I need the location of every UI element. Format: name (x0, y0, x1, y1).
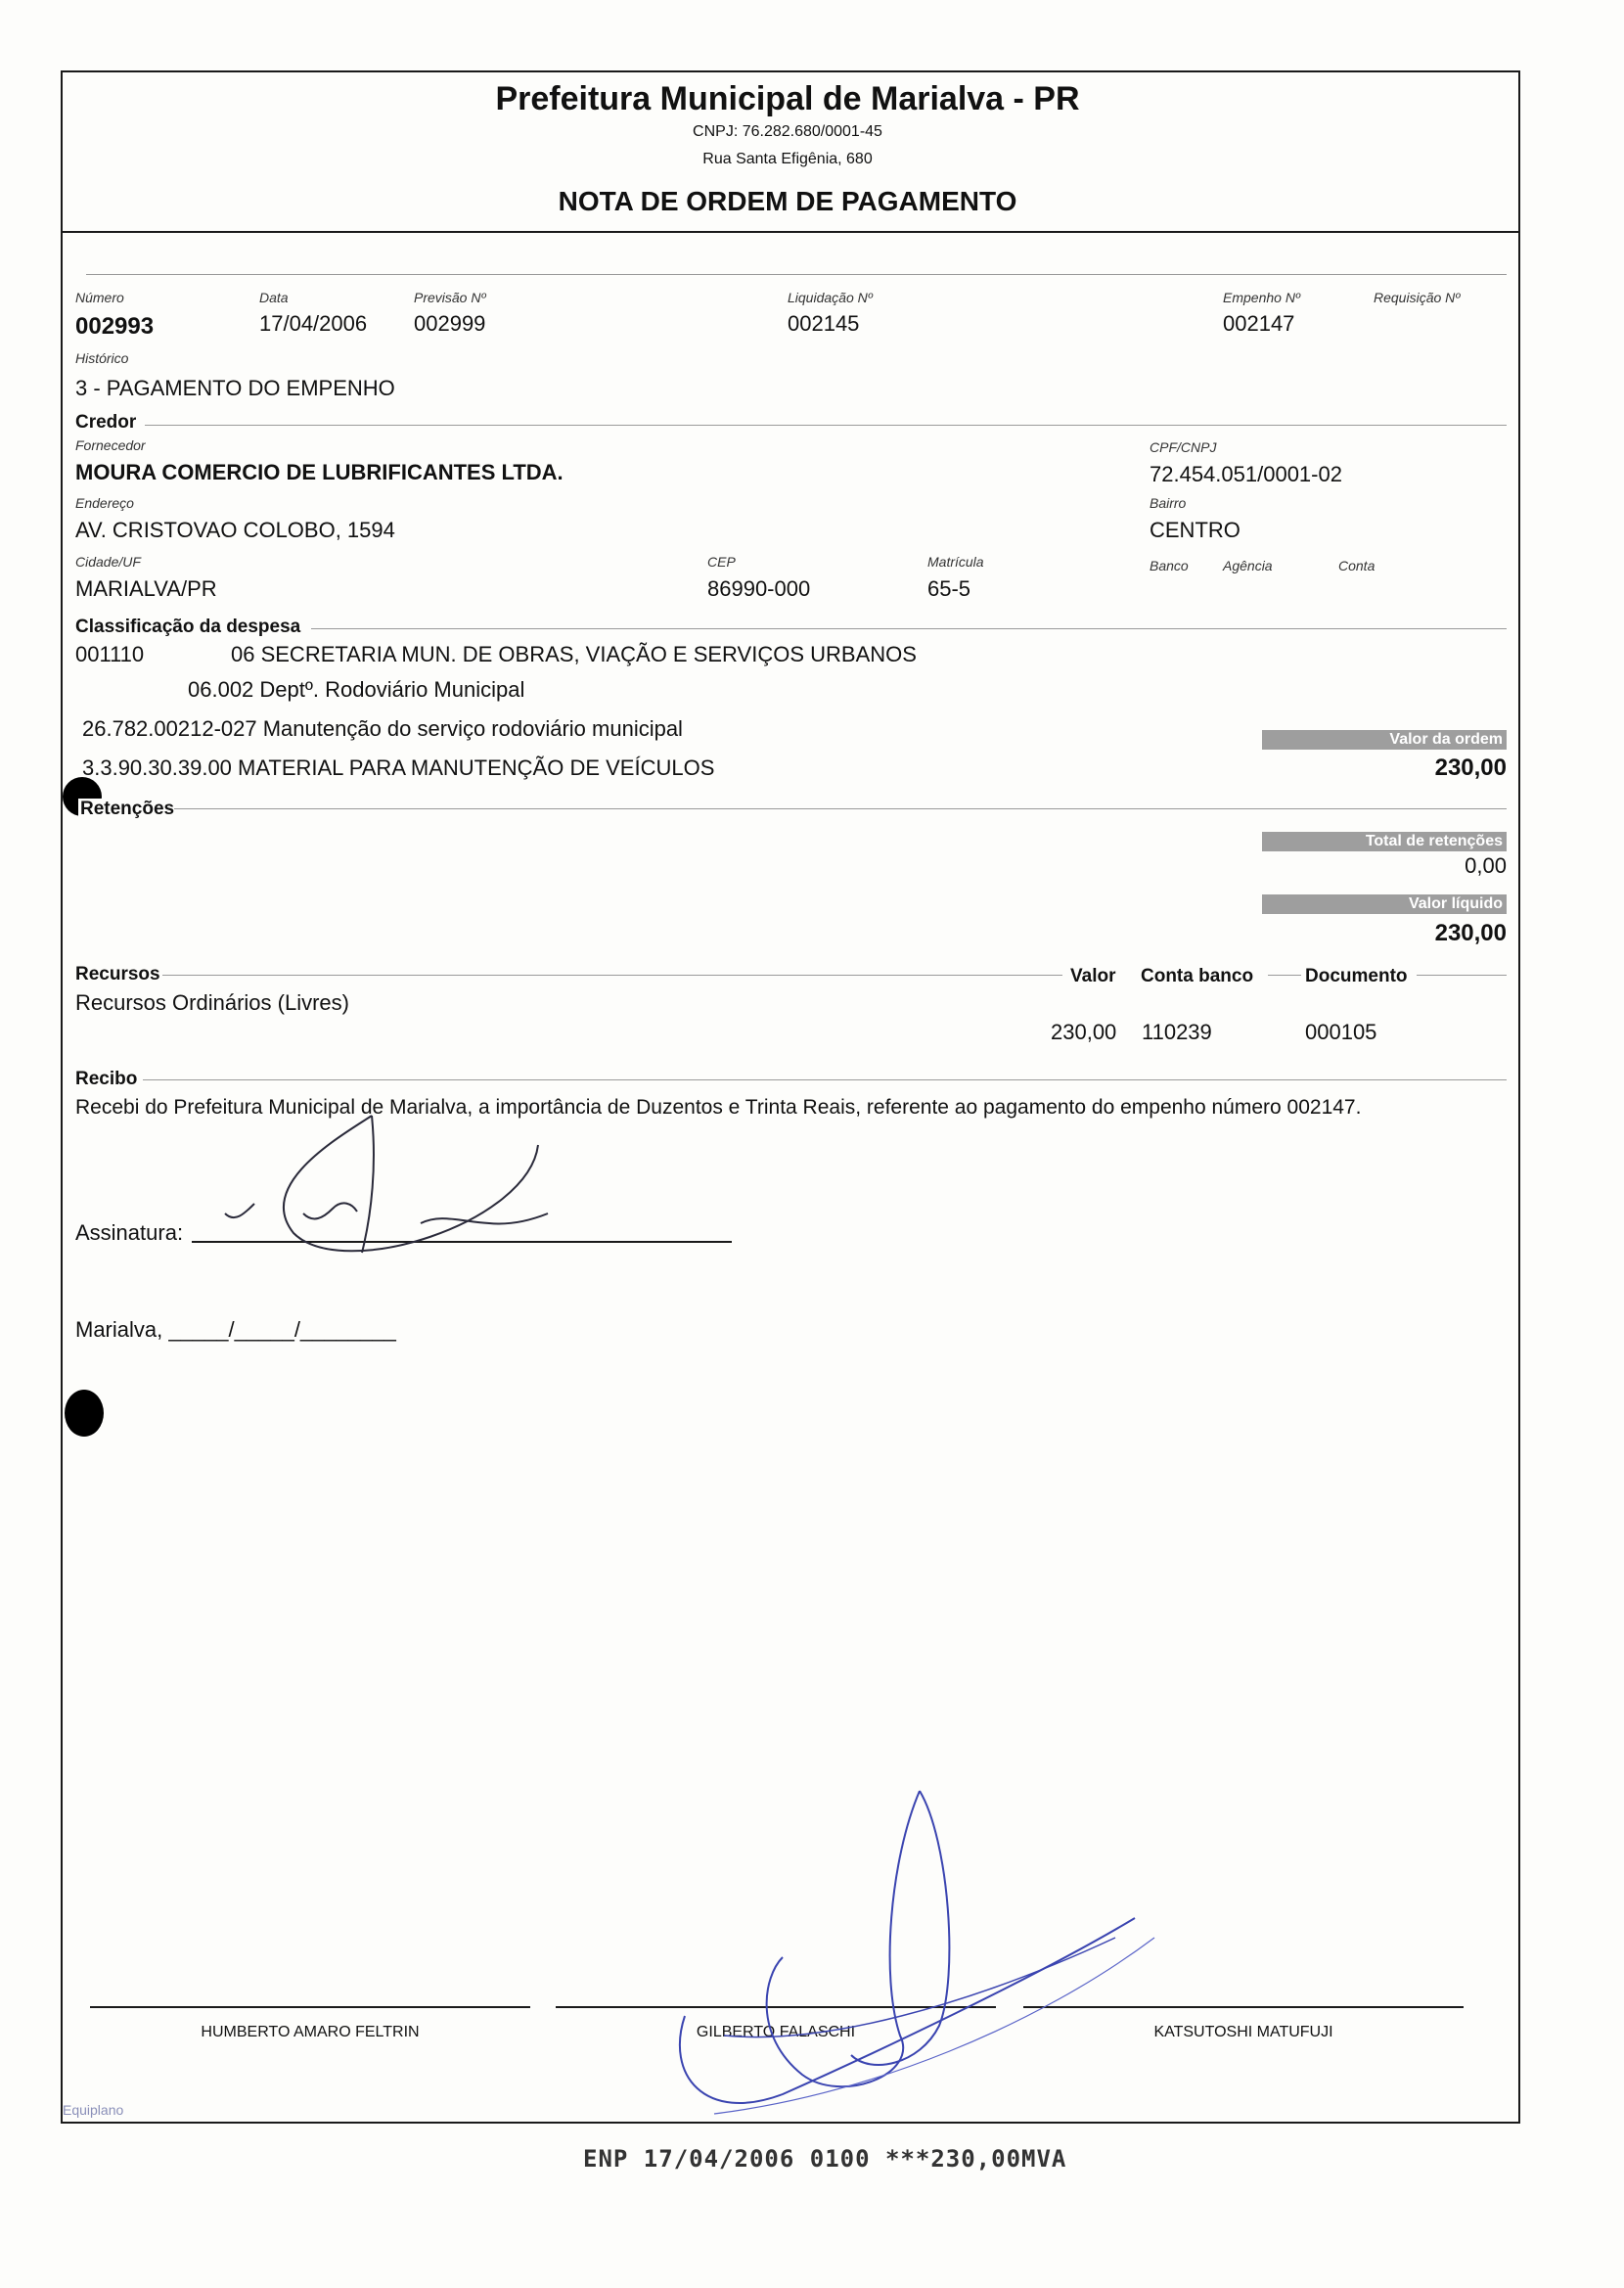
recursos-divider-2 (1268, 975, 1301, 976)
bairro-label: Bairro (1150, 495, 1187, 511)
recursos-conta-banco: 110239 (1142, 1020, 1212, 1044)
credor-section-title: Credor (75, 412, 137, 433)
org-cnpj: CNPJ: 76.282.680/0001-45 (693, 123, 882, 140)
recursos-descricao: Recursos Ordinários (Livres) (75, 990, 349, 1015)
fornecedor-value: MOURA COMERCIO DE LUBRIFICANTES LTDA. (75, 460, 564, 484)
assinatura-label: Assinatura: (75, 1220, 184, 1245)
previsao-value: 002999 (414, 311, 486, 336)
data-value: 17/04/2006 (259, 311, 368, 336)
valor-liquido-label: Valor líquido (1262, 894, 1507, 914)
classificacao-secretaria: 06 SECRETARIA MUN. DE OBRAS, VIAÇÃO E SERVIÇOS URBANOS (231, 642, 917, 666)
retencoes-section-title: Retenções (80, 799, 175, 819)
classificacao-code: 001110 (75, 642, 145, 666)
recursos-conta-banco-label: Conta banco (1141, 966, 1254, 986)
recursos-valor-label: Valor (1070, 966, 1116, 986)
agencia-label: Agência (1223, 558, 1273, 573)
software-brand: Equiplano (63, 2102, 124, 2118)
cpf-value: 72.454.051/0001-02 (1150, 462, 1342, 486)
recursos-section-title: Recursos (75, 964, 160, 984)
historico-value: 3 - PAGAMENTO DO EMPENHO (75, 376, 395, 400)
cpf-label: CPF/CNPJ (1150, 439, 1217, 455)
fornecedor-label: Fornecedor (75, 437, 146, 453)
valor-ordem-value: 230,00 (1434, 755, 1507, 781)
classificacao-dept: 06.002 Deptº. Rodoviário Municipal (188, 677, 525, 702)
retencoes-divider (174, 808, 1507, 809)
endereco-label: Endereço (75, 495, 134, 511)
matricula-label: Matrícula (927, 554, 984, 570)
recibo-section-title: Recibo (75, 1069, 138, 1089)
recibo-text: Recebi do Prefeitura Municipal de Marialva, a importância de Duzentos e Trinta Reais, referente ao pagamento do empenho número 002147. (75, 1096, 1362, 1119)
classificacao-section-title: Classificação da despesa (75, 617, 301, 637)
liquidacao-value: 002145 (788, 311, 860, 336)
punch-hole-mark-2 (65, 1390, 104, 1437)
cidade-value: MARIALVA/PR (75, 576, 217, 601)
director-signature (626, 1781, 1174, 2133)
recursos-valor: 230,00 (1051, 1020, 1117, 1044)
banco-label: Banco (1150, 558, 1189, 573)
org-title: Prefeitura Municipal de Marialva - PR (495, 80, 1080, 117)
signatory-2: GILBERTO FALASCHI (696, 2024, 856, 2040)
total-retencoes-label: Total de retenções (1262, 832, 1507, 851)
cidade-label: Cidade/UF (75, 554, 141, 570)
signatory-1: HUMBERTO AMARO FELTRIN (201, 2024, 420, 2040)
credor-divider (145, 425, 1507, 426)
signatory-line-1 (90, 2006, 530, 2008)
signatory-3: KATSUTOSHI MATUFUJI (1153, 2024, 1333, 2040)
classificacao-divider (311, 628, 1507, 629)
empenho-label: Empenho Nº (1223, 290, 1301, 305)
numero-label: Número (75, 290, 124, 305)
recursos-documento-label: Documento (1305, 966, 1408, 986)
header-divider (61, 231, 1520, 233)
recursos-divider (162, 975, 1062, 976)
historico-label: Histórico (75, 350, 129, 366)
matricula-value: 65-5 (927, 576, 971, 601)
total-retencoes-value: 0,00 (1465, 853, 1507, 878)
recipient-signature (196, 1076, 567, 1292)
classificacao-acao: 26.782.00212-027 Manutenção do serviço rodoviário municipal (82, 716, 683, 741)
valor-ordem-label: Valor da ordem (1262, 730, 1507, 750)
header-subdivider (86, 274, 1507, 275)
conta-label: Conta (1338, 558, 1376, 573)
classificacao-elemento: 3.3.90.30.39.00 MATERIAL PARA MANUTENÇÃO DE VEÍCULOS (82, 755, 715, 780)
endereco-value: AV. CRISTOVAO COLOBO, 1594 (75, 518, 395, 542)
cep-label: CEP (707, 554, 736, 570)
bairro-value: CENTRO (1150, 518, 1241, 542)
recursos-divider-3 (1417, 975, 1507, 976)
liquidacao-label: Liquidação Nº (788, 290, 873, 305)
recursos-documento: 000105 (1305, 1020, 1377, 1044)
valor-liquido-value: 230,00 (1434, 920, 1507, 946)
previsao-label: Previsão Nº (414, 290, 486, 305)
local-date: Marialva, _____/_____/________ (75, 1317, 396, 1342)
cep-value: 86990-000 (707, 576, 811, 601)
numero-value: 002993 (75, 313, 155, 340)
bank-stamp: ENP 17/04/2006 0100 ***230,00MVA (583, 2145, 1067, 2173)
requisicao-label: Requisição Nº (1374, 290, 1461, 305)
org-address: Rua Santa Efigênia, 680 (702, 151, 873, 167)
document-title: NOTA DE ORDEM DE PAGAMENTO (558, 186, 1017, 216)
empenho-value: 002147 (1223, 311, 1295, 336)
data-label: Data (259, 290, 289, 305)
